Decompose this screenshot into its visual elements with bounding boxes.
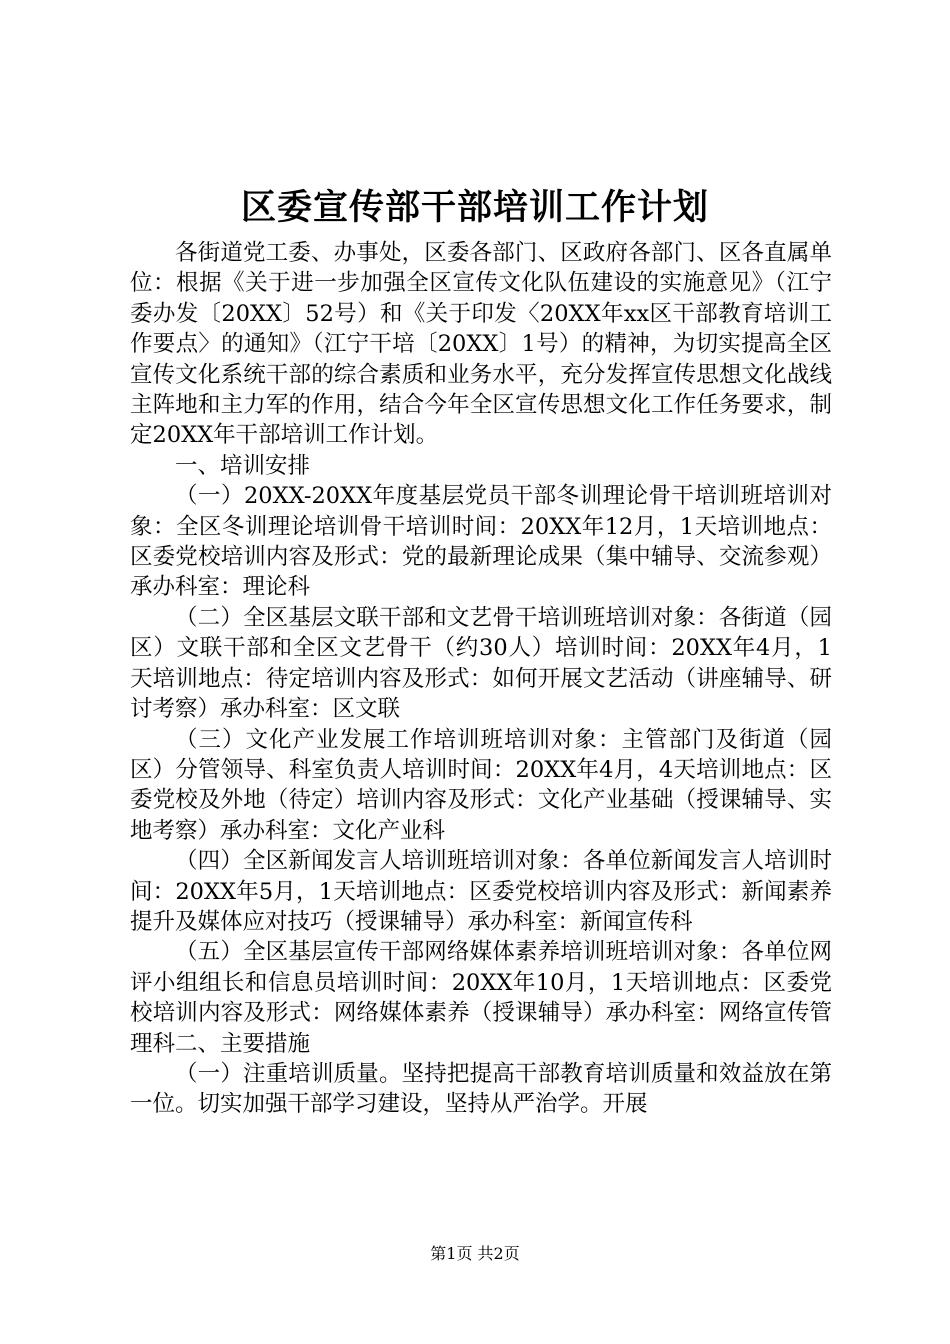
document-title: 区委宣传部干部培训工作计划 <box>240 187 709 228</box>
paragraph-intro: 各街道党工委、办事处，区委各部门、区政府各部门、区各直属单位：根据《关于进一步加强全区宣传文化队伍建设的实施意见》（江宁委办发〔20XX〕52号）和《关于印发〈20XX年xx区干部教育培训工作要点〉的通知》（江宁干培〔20XX〕1号）的精神，为切实提高全区宣传文化系统干部的综合素质和业务水平，充分发挥宣传思想文化战线主阵地和主力军的作用，结合今年全区宣传思想文化工作任务要求，制定20XX年干部培训工作计划。 <box>130 240 832 449</box>
paragraph-training-3: （三）文化产业发展工作培训班培训对象：主管部门及街道（园区）分管领导、科室负责人培训时间：20XX年4月，4天培训地点：区委党校及外地（待定）培训内容及形式：文化产业基础（授课辅导、实地考察）承办科室：文化产业科 <box>130 726 832 844</box>
page-number: 第1页 共2页 <box>430 1244 520 1263</box>
paragraph-measure-1: （一）注重培训质量。坚持把提高干部教育培训质量和效益放在第一位。切实加强干部学习建设，坚持从严治学。开展 <box>130 1060 832 1118</box>
section-heading-training-arrangement: 一、培训安排 <box>175 452 311 479</box>
paragraph-training-4: （四）全区新闻发言人培训班培训对象：各单位新闻发言人培训时间：20XX年5月，1天培训地点：区委党校培训内容及形式：新闻素养提升及媒体应对技巧（授课辅导）承办科室：新闻宣传科 <box>130 848 832 935</box>
document-body <box>130 238 832 1120</box>
paragraph-training-5: （五）全区基层宣传干部网络媒体素养培训班培训对象：各单位网评小组组长和信息员培训时间：20XX年10月，1天培训地点：区委党校培训内容及形式：网络媒体素养（授课辅导）承办科室：网络宣传管理科二、主要措施 <box>130 939 832 1057</box>
paragraph-training-2: （二）全区基层文联干部和文艺骨干培训班培训对象：各街道（园区）文联干部和全区文艺骨干（约30人）培训时间：20XX年4月，1天培训地点：待定培训内容及形式：如何开展文艺活动（讲座辅导、研讨考察）承办科室：区文联 <box>130 604 832 723</box>
paragraph-training-1: （一）20XX-20XX年度基层党员干部冬训理论骨干培训班培训对象：全区冬训理论培训骨干培训时间：20XX年12月，1天培训地点：区委党校培训内容及形式：党的最新理论成果（集中辅导、交流参观）承办科室：理论科 <box>130 483 832 601</box>
